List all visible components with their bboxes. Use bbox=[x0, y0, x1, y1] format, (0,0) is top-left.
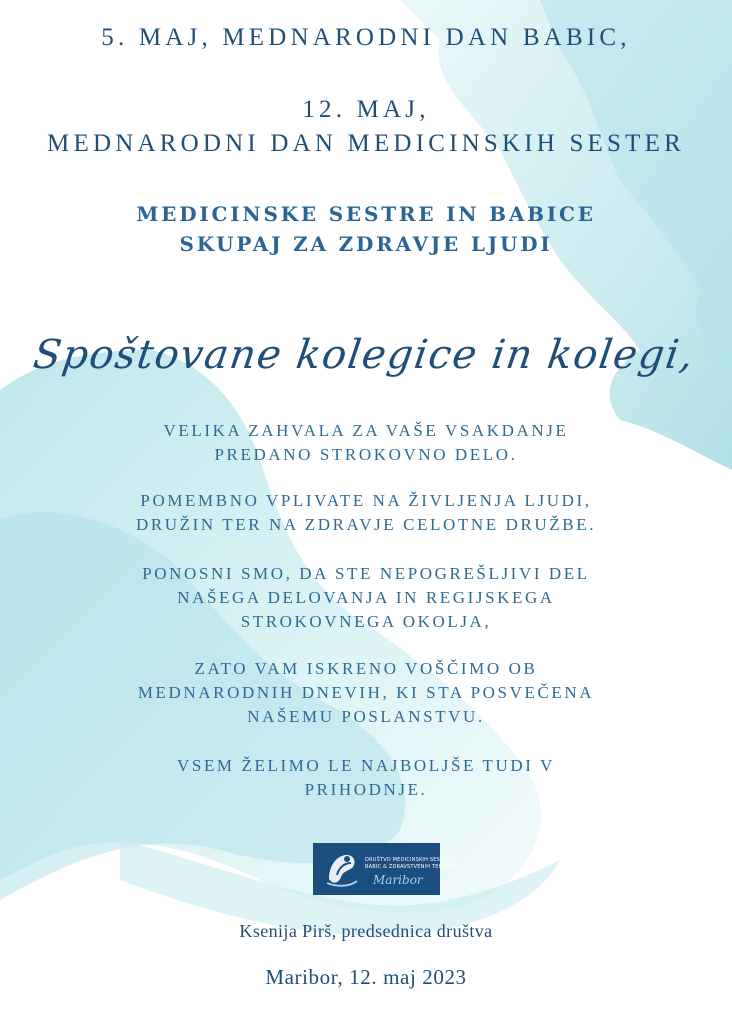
paragraph-4-line-2: MEDNARODNIH DNEVIH, KI STA POSVEČENA bbox=[137, 683, 595, 702]
paragraph-1-line-2: PREDANO STROKOVNO DELO. bbox=[214, 445, 518, 464]
paragraph-3-line-3: STROKOVNEGA OKOLJA, bbox=[240, 612, 492, 631]
paragraph-1-line-1: VELIKA ZAHVALA ZA VAŠE VSAKDANJE bbox=[163, 421, 569, 440]
paragraph-5-line-1: VSEM ŽELIMO LE NAJBOLJŠE TUDI V bbox=[177, 756, 555, 775]
header-line-2: 12. MAJ, bbox=[302, 96, 430, 123]
logo-text-line-1: DRUŠTVO MEDICINSKIH SESTER, bbox=[365, 857, 453, 863]
logo-text-line-2: BABIC & ZDRAVSTVENIH TEHNIKOV bbox=[365, 864, 460, 870]
slogan-line-1: MEDICINSKE SESTRE IN BABICE bbox=[136, 202, 596, 226]
paragraph-3-line-2: NAŠEGA DELOVANJA IN REGIJSKEGA bbox=[177, 588, 555, 607]
paragraph-2-line-2: DRUŽIN TER NA ZDRAVJE CELOTNE DRUŽBE. bbox=[135, 515, 597, 534]
logo-text-script: Maribor bbox=[373, 873, 423, 887]
place-date: Maribor, 12. maj 2023 bbox=[265, 965, 467, 989]
slogan-line-2: SKUPAJ ZA ZDRAVJE LJUDI bbox=[179, 232, 553, 256]
paragraph-4-line-1: ZATO VAM ISKRENO VOŠČIMO OB bbox=[194, 659, 538, 678]
society-logo bbox=[313, 843, 460, 895]
paragraph-4-line-3: NAŠEMU POSLANSTVU. bbox=[247, 707, 485, 726]
header-line-1: 5. MAJ, MEDNARODNI DAN BABIC, bbox=[101, 24, 631, 51]
signature: Ksenija Pirš, predsednica društva bbox=[239, 921, 493, 941]
greeting: Spoštovane kolegice in kolegi, bbox=[30, 332, 698, 378]
paragraph-5-line-2: PRIHODNJE. bbox=[304, 780, 428, 799]
paragraph-3-line-1: PONOSNI SMO, DA STE NEPOGREŠLJIVI DEL bbox=[142, 564, 590, 583]
paragraph-2-line-1: POMEMBNO VPLIVATE NA ŽIVLJENJA LJUDI, bbox=[140, 491, 592, 510]
logo-emblem-icon bbox=[323, 849, 361, 889]
header-line-3: MEDNARODNI DAN MEDICINSKIH SESTER bbox=[47, 130, 685, 157]
